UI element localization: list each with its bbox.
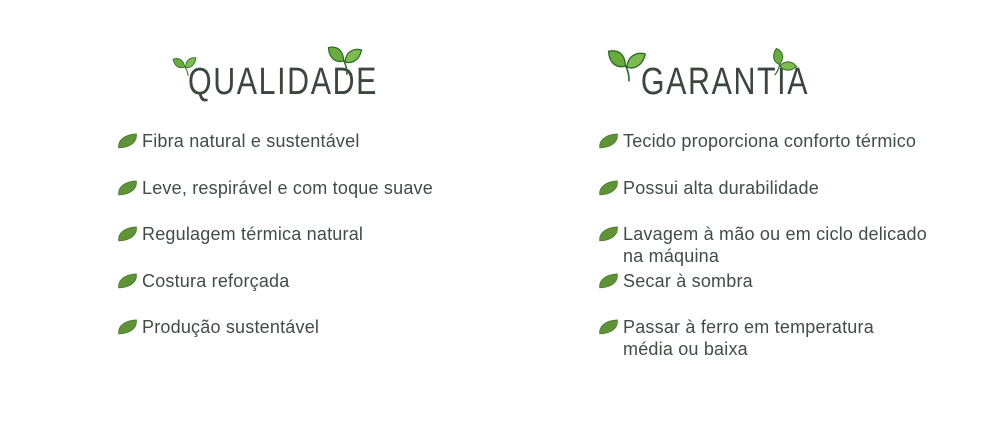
section-title: GARANTIA: [640, 61, 810, 103]
list-item-line: Passar à ferro em temperatura: [623, 317, 874, 337]
garantia-header: [555, 63, 895, 107]
list-item-line: Tecido proporciona conforto térmico: [623, 131, 917, 151]
list-item: [117, 223, 502, 270]
sprout-leaves-icon: [327, 41, 365, 75]
list-item-text: [142, 223, 502, 245]
qualidade-header: [113, 63, 453, 107]
list-item-text: [623, 223, 983, 267]
list-item: [117, 316, 502, 363]
leaf-bullet-icon: [598, 319, 619, 335]
list-item: [117, 130, 502, 177]
list-item: [598, 316, 983, 363]
list-item-line: na máquina: [623, 246, 720, 266]
list-item-text: [623, 130, 983, 152]
list-item-line: Produção sustentável: [142, 317, 320, 337]
list-item: [598, 270, 983, 317]
leaf-bullet-icon: [598, 180, 619, 196]
list-item: [598, 130, 983, 177]
leaf-bullet-icon: [598, 133, 619, 149]
leaf-bullet-icon: [117, 133, 138, 149]
list-item-line: Fibra natural e sustentável: [142, 131, 360, 151]
list-item-line: Costura reforçada: [142, 270, 290, 291]
garantia-section: [500, 0, 1000, 445]
list-item-line: Lavagem à mão ou em ciclo delicado: [623, 224, 927, 244]
leaf-bullet-icon: [117, 319, 138, 335]
leaf-bullet-icon: [117, 180, 138, 196]
leaf-bullet-icon: [117, 226, 138, 242]
leaf-bullet-icon: [598, 273, 619, 289]
leaf-bullet-icon: [598, 226, 619, 242]
sprout-leaves-icon: [171, 51, 200, 78]
list-item-text: [623, 316, 983, 360]
list-item-line: Possui alta durabilidade: [623, 177, 819, 198]
garantia-list: [598, 130, 983, 363]
list-item-line: média ou baixa: [623, 339, 748, 359]
list-item-text: [142, 270, 502, 292]
sprout-leaves-icon: [607, 44, 649, 82]
list-item-line: Secar à sombra: [623, 270, 753, 291]
qualidade-list: [117, 130, 502, 363]
list-item-line: Regulagem térmica natural: [142, 224, 364, 244]
list-item-text: [142, 177, 502, 199]
list-item-text: [623, 177, 983, 199]
leaf-bullet-icon: [117, 273, 138, 289]
list-item: [117, 177, 502, 224]
list-item: [598, 177, 983, 224]
list-item-line: Leve, respirável e com toque suave: [142, 177, 433, 198]
list-item: [598, 223, 983, 270]
list-item: [117, 270, 502, 317]
list-item-text: [142, 130, 502, 152]
list-item-text: [623, 270, 983, 292]
list-item-text: [142, 316, 502, 338]
section-title: QUALIDADE: [187, 61, 379, 103]
